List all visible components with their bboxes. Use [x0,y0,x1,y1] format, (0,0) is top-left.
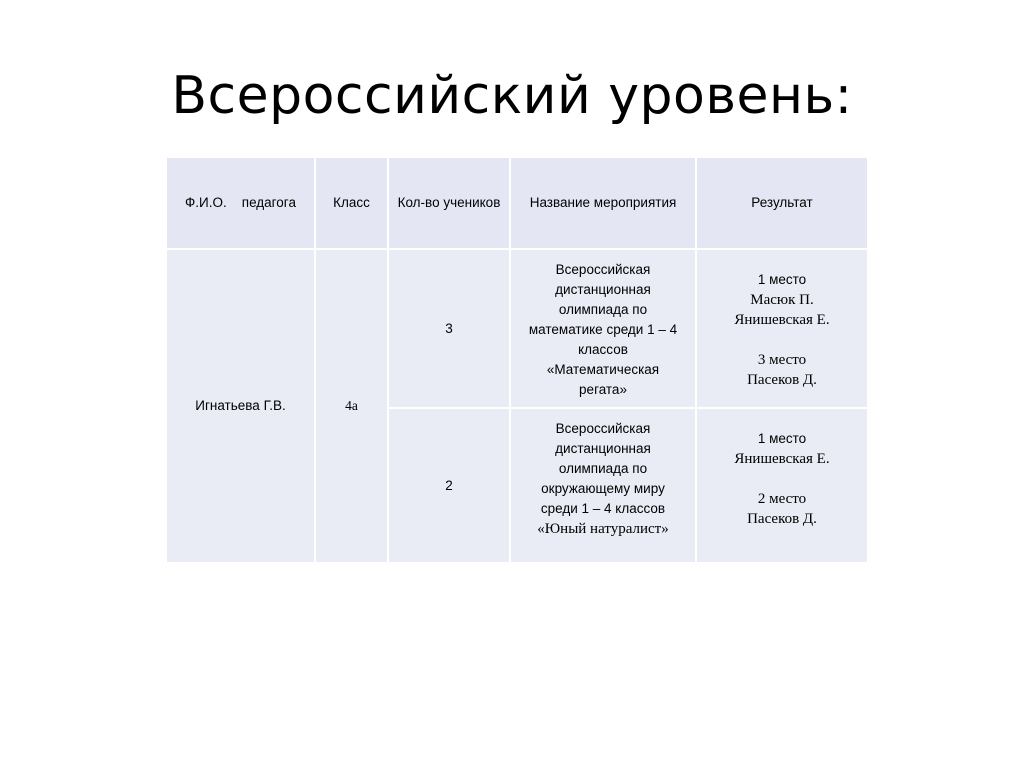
header-teacher: Ф.И.О. педагога [166,157,315,249]
event-line: Всероссийская [555,262,651,277]
result-name: Масюк П. [750,292,814,308]
event-line: «Математическая [546,362,660,377]
result-name: Янишевская Е. [734,451,830,467]
result-name: Пасеков Д. [747,511,817,527]
event-name-cell [510,408,696,563]
header-result: Результат [696,157,868,249]
header-event: Название мероприятия [510,157,696,249]
result-name: Янишевская Е. [734,312,830,328]
event-line: дистанционная [555,441,651,456]
result-place: 3 место [757,352,807,368]
results-table [165,156,869,564]
table-row [166,249,868,408]
event-line: математике среди 1 – 4 [528,322,678,337]
slide-title: Всероссийский уровень: [171,66,853,126]
event-line: Всероссийская [555,421,651,436]
event-line: дистанционная [555,282,651,297]
students-count-cell: 2 [388,408,510,563]
event-name-cell [510,249,696,408]
result-place: 2 место [757,491,807,507]
result-place: 1 место [757,431,807,446]
event-line: среди 1 – 4 классов [540,501,666,516]
result-name: Пасеков Д. [747,372,817,388]
event-line: олимпиада по [558,461,648,476]
event-line: регата» [579,382,627,397]
table-header-row [166,157,868,249]
header-class: Класс [315,157,388,249]
result-cell [696,408,868,563]
result-place: 1 место [757,272,807,287]
teacher-cell: Игнатьева Г.В. [166,249,315,563]
event-line: окружающему миру [541,481,665,496]
event-line: классов [578,342,628,357]
event-line: «Юный натуралист» [537,521,669,537]
event-line: олимпиада по [558,302,648,317]
header-students: Кол-во учеников [388,157,510,249]
result-cell [696,249,868,408]
class-cell: 4а [315,249,388,563]
students-count-cell: 3 [388,249,510,408]
